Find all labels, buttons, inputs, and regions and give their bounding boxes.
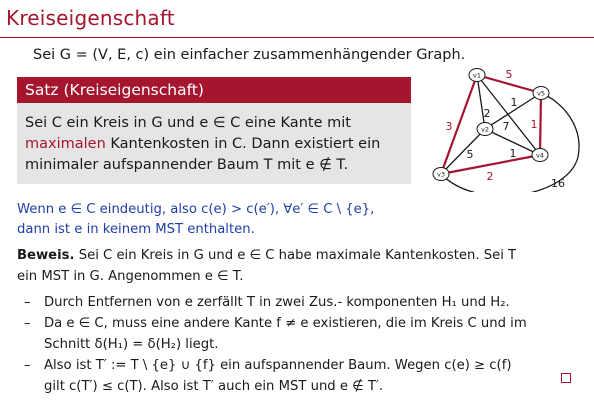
slide-title: Kreiseigenschaft	[6, 6, 175, 30]
proof-label: Beweis.	[17, 248, 75, 263]
graph-edge-weight: 1	[510, 96, 518, 109]
graph-edge-weight: 7	[502, 120, 510, 133]
graph-edge-weight: 1	[509, 147, 517, 160]
bullet-dash: –	[24, 358, 31, 373]
graph-node-label: v3	[437, 170, 445, 179]
graph-edge-weight: 16	[551, 177, 565, 190]
proof-line-2: ein MST in G. Angenommen e ∈ T.	[17, 269, 244, 284]
proof	[17, 245, 582, 287]
qed-symbol	[561, 373, 571, 383]
bullet-3-line-1: Also ist T′ := T \ {e} ∪ {f} ein aufspannender Baum. Wegen c(e) ≥ c(f)	[44, 358, 512, 373]
graph-edge-weight: 5	[466, 148, 474, 161]
proof-line-1	[17, 245, 582, 266]
bullet-2-line-1: Da e ∈ C, muss eine andere Kante f ≠ e existieren, die im Kreis C und im	[44, 316, 527, 331]
title-rule	[0, 37, 594, 38]
theorem-line-2-rest: Kantenkosten in C. Dann existiert ein	[105, 136, 381, 152]
remark	[17, 200, 427, 239]
remark-line-2: dann ist e in keinem MST enthalten.	[17, 221, 255, 237]
theorem-body	[17, 103, 411, 184]
graph-node-label: v2	[481, 125, 489, 134]
proof-bullets	[17, 292, 582, 397]
theorem-heading: Satz (Kreiseigenschaft)	[17, 77, 411, 103]
graph-node-label: v1	[473, 71, 481, 80]
proof-line-1-text: Sei C ein Kreis in G und e ∈ C habe maximale Kantenkosten. Sei T	[74, 248, 517, 263]
theorem-line-3: minimaler aufspannender Baum T mit e ∉ T.	[25, 157, 349, 173]
proof-bullet-1	[17, 292, 582, 313]
proof-bullet-3	[17, 355, 582, 397]
remark-line-1: Wenn e ∈ C eindeutig, also c(e) > c(e′), ∀e′ ∈ C \ {e},	[17, 202, 375, 217]
bullet-2-line-2: Schnitt δ(H₁) = δ(H₂) liegt.	[44, 337, 219, 352]
bullet-3-line-2: gilt c(T′) ≤ c(T). Also ist T′ auch ein MST und e ∉ T′.	[44, 379, 384, 394]
graph-edge-v5-v4	[540, 93, 541, 155]
graph-edge-weight: 5	[505, 68, 513, 81]
graph-edge-weight: 2	[483, 107, 491, 120]
theorem-line-1: Sei C ein Kreis in G und e ∈ C eine Kante mit	[25, 115, 351, 131]
graph-edge-weight: 3	[445, 120, 453, 133]
theorem-line-2	[25, 134, 403, 155]
bullet-1-line-1: Durch Entfernen von e zerfällt T in zwei Zus.- komponenten H₁ und H₂.	[44, 295, 510, 310]
bullet-dash: –	[24, 295, 31, 310]
theorem-accent-word: maximalen	[25, 136, 106, 152]
bullet-dash: –	[24, 316, 31, 331]
graph-edge-weight: 2	[486, 170, 494, 183]
graph-diagram	[418, 62, 588, 192]
graph-edge-weight: 1	[530, 118, 538, 131]
graph-node-label: v5	[537, 89, 545, 98]
proof-bullet-2	[17, 313, 582, 355]
graph-node-label: v4	[536, 151, 544, 160]
intro-text: Sei G = (V, E, c) ein einfacher zusammenhängender Graph.	[33, 47, 466, 63]
